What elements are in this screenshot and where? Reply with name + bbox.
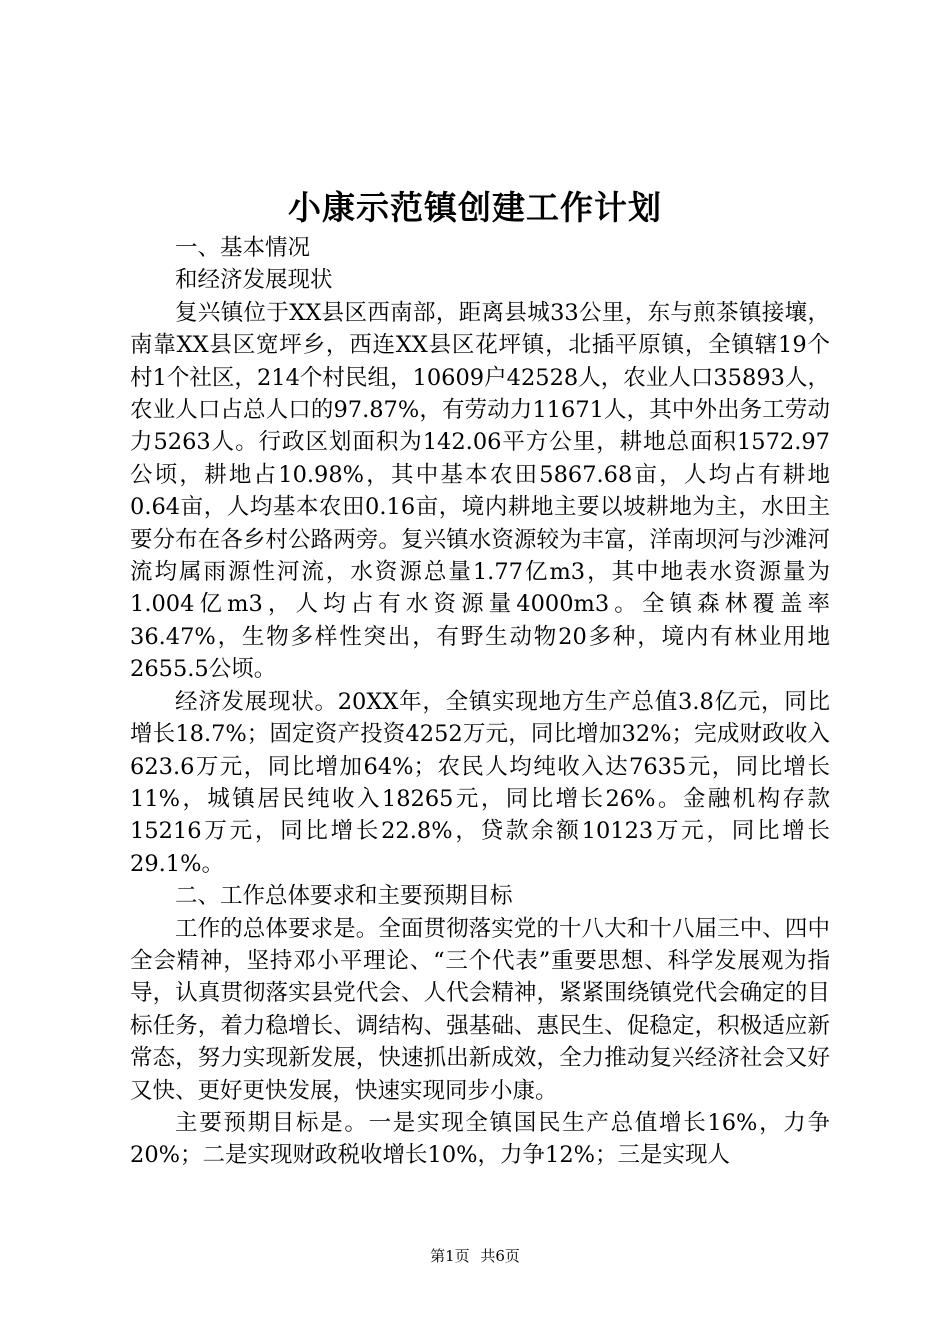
paragraph: 主要预期目标是。一是实现全镇国民生产总值增长16%，力争20%；二是实现财政税收增长10%，力争12%；三是实现人: [130, 1109, 830, 1169]
paragraph: 经济发展现状。20XX年，全镇实现地方生产总值3.8亿元，同比增长18.7%；固定资产投资4252万元，同比增加32%；完成财政收入623.6万元，同比增加64%；农民人均纯收入达7635元，同比增长11%，城镇居民纯收入18265元，同比增长26%。金融机构存款15216万元，同比增长22.8%，贷款余额10123万元，同比增长29.1%。: [130, 688, 830, 877]
paragraph: 工作的总体要求是。全面贯彻落实党的十八大和十八届三中、四中全会精神，坚持邓小平理论、“三个代表”重要思想、科学发展观为指导，认真贯彻落实县党代会、人代会精神，紧紧围绕镇党代会确定的目标任务，着力稳增长、调结构、强基础、惠民生、促稳定，积极适应新常态，努力实现新发展，快速抓出新成效，全力推动复兴经济社会又好又快、更好更快发展，快速实现同步小康。: [130, 915, 830, 1104]
document-title: 小康示范镇创建工作计划: [288, 188, 662, 227]
section-subheading: 和经济发展现状: [175, 267, 333, 294]
paragraph: 复兴镇位于XX县区西南部，距离县城33公里，东与煎茶镇接壤，南靠XX县区宽坪乡，西连XX县区花坪镇，北插平原镇，全镇辖19个村1个社区，214个村民组，10609户42528人，农业人口35893人，农业人口占总人口的97.87%，有劳动力11671人，其中外出务工劳动力5263人。行政区划面积为142.06平方公里，耕地总面积1572.97公顷，耕地占10.98%，其中基本农田5867.68亩，人均占有耕地0.64亩，人均基本农田0.16亩，境内耕地主要以坡耕地为主，水田主要分布在各乡村公路两旁。复兴镇水资源较为丰富，洋南坝河与沙滩河流均属雨源性河流，水资源总量1.77亿m3，其中地表水资源量为1.004亿m3，人均占有水资源量4000m3。全镇森林覆盖率36.47%，生物多样性突出，有野生动物20多种，境内有林业用地2655.5公顷。: [130, 299, 830, 683]
total-page-count: 共6页: [480, 1247, 520, 1265]
current-page-number: 第1页: [430, 1247, 470, 1265]
page-footer: [0, 1246, 950, 1266]
section-heading: 二、工作总体要求和主要预期目标: [175, 883, 513, 910]
document-body: [130, 232, 830, 1172]
section-heading: 一、基本情况: [175, 235, 311, 261]
